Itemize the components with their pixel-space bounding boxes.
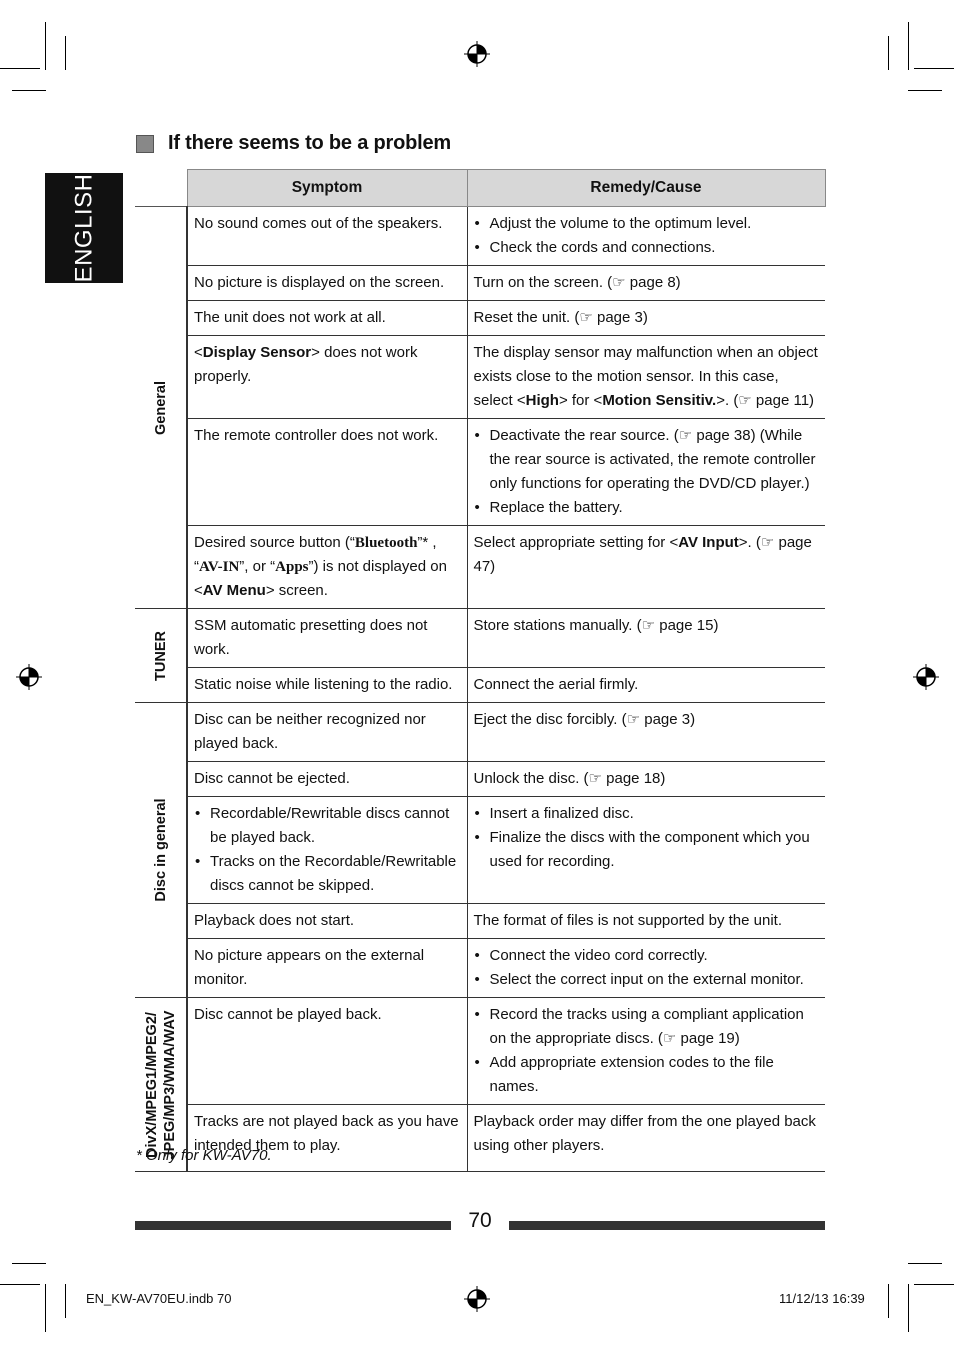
registration-mark-icon <box>464 41 490 67</box>
symptom-cell: The unit does not work at all. <box>187 301 467 336</box>
header-remedy: Remedy/Cause <box>467 170 825 207</box>
symptom-cell: Static noise while listening to the radio. <box>187 668 467 703</box>
remedy-cell: Connect the aerial firmly. <box>467 668 825 703</box>
symptom-cell: Disc cannot be ejected. <box>187 762 467 797</box>
remedy-cell: The format of files is not supported by the unit. <box>467 904 825 939</box>
crop-mark <box>45 1284 46 1332</box>
table-row <box>135 609 825 668</box>
header-symptom: Symptom <box>187 170 467 207</box>
crop-mark <box>914 68 954 69</box>
language-tab-label: ENGLISH <box>70 173 97 283</box>
table-row <box>135 419 825 526</box>
remedy-cell: The display sensor may malfunction when an object exists close to the motion sensor. In this case, select <High> for <Motion Sensitiv.>. (☞ page 11) <box>467 336 825 419</box>
table-row <box>135 526 825 609</box>
table-row <box>135 301 825 336</box>
crop-mark <box>12 90 46 91</box>
table-row <box>135 998 825 1105</box>
remedy-cell: Eject the disc forcibly. (☞ page 3) <box>467 703 825 762</box>
remedy-cell: Unlock the disc. (☞ page 18) <box>467 762 825 797</box>
list-item: • Adjust the volume to the optimum level. <box>490 212 820 236</box>
symptom-cell: No sound comes out of the speakers. <box>187 207 467 266</box>
crop-mark <box>0 68 40 69</box>
symptom-cell: SSM automatic presetting does not work. <box>187 609 467 668</box>
category-divx: DivX/MPEG1/MPEG2/ JPEG/MP3/WMA/WAV <box>135 998 187 1172</box>
crop-mark <box>888 36 889 70</box>
footer-bar-left <box>135 1221 451 1230</box>
category-disc: Disc in general <box>135 703 187 998</box>
section-heading <box>136 132 451 155</box>
crop-mark <box>908 1284 909 1332</box>
remedy-cell: Select appropriate setting for <AV Input>. (☞ page 47) <box>467 526 825 609</box>
list-item: • Connect the video cord correctly. <box>490 944 820 968</box>
remedy-cell <box>467 419 825 526</box>
symptom-cell: No picture is displayed on the screen. <box>187 266 467 301</box>
list-item: • Check the cords and connections. <box>490 236 820 260</box>
table-row <box>135 797 825 904</box>
page-number: 70 <box>468 1209 492 1232</box>
symptom-cell: <Display Sensor> does not work properly. <box>187 336 467 419</box>
list-item: • Finalize the discs with the component which you used for recording. <box>490 826 820 874</box>
table-row <box>135 668 825 703</box>
table-row <box>135 703 825 762</box>
category-tuner: TUNER <box>135 609 187 703</box>
table-row <box>135 939 825 998</box>
list-item: • Record the tracks using a compliant application on the appropriate discs. (☞ page 19) <box>490 1003 820 1051</box>
crop-mark <box>914 1284 954 1285</box>
crop-mark <box>908 1263 942 1264</box>
registration-mark-icon <box>464 1286 490 1312</box>
remedy-cell: Reset the unit. (☞ page 3) <box>467 301 825 336</box>
remedy-cell <box>467 797 825 904</box>
symptom-cell: Playback does not start. <box>187 904 467 939</box>
remedy-cell <box>467 207 825 266</box>
print-date-info: 11/12/13 16:39 <box>779 1291 865 1306</box>
crop-mark <box>12 1263 46 1264</box>
symptom-cell: No picture appears on the external monitor. <box>187 939 467 998</box>
footnote: * Only for KW-AV70. <box>136 1147 272 1164</box>
remedy-cell <box>467 998 825 1105</box>
registration-mark-icon <box>913 664 939 690</box>
registration-mark-icon <box>16 664 42 690</box>
footer-bar-right <box>509 1221 825 1230</box>
table-row <box>135 266 825 301</box>
remedy-cell <box>467 939 825 998</box>
crop-mark <box>908 22 909 70</box>
section-title: If there seems to be a problem <box>168 132 451 154</box>
symptom-cell: Disc can be neither recognized nor played back. <box>187 703 467 762</box>
print-file-info: EN_KW-AV70EU.indb 70 <box>86 1291 232 1306</box>
list-item: • Deactivate the rear source. (☞ page 38) (While the rear source is activated, the remote controller only functions for operating the DVD/CD player.) <box>490 424 820 496</box>
list-item: • Replace the battery. <box>490 496 820 520</box>
crop-mark <box>888 1284 889 1318</box>
heading-square-icon <box>136 135 154 153</box>
table-row <box>135 336 825 419</box>
list-item: • Add appropriate extension codes to the file names. <box>490 1051 820 1099</box>
symptom-cell: Tracks are not played back as you have intended them to play. <box>187 1105 467 1172</box>
language-tab-label-wrap <box>45 173 123 283</box>
crop-mark <box>45 22 46 70</box>
crop-mark <box>65 1284 66 1318</box>
remedy-cell: Playback order may differ from the one played back using other players. <box>467 1105 825 1172</box>
list-item: • Insert a finalized disc. <box>490 802 820 826</box>
table-row <box>135 207 825 266</box>
remedy-cell: Store stations manually. (☞ page 15) <box>467 609 825 668</box>
header-blank <box>135 170 187 207</box>
troubleshooting-table <box>135 169 826 1172</box>
crop-mark <box>908 90 942 91</box>
table-row <box>135 904 825 939</box>
list-item: • Tracks on the Recordable/Rewritable discs cannot be skipped. <box>210 850 461 898</box>
category-general: General <box>135 207 187 609</box>
list-item: • Select the correct input on the external monitor. <box>490 968 820 992</box>
remedy-cell: Turn on the screen. (☞ page 8) <box>467 266 825 301</box>
table-row <box>135 762 825 797</box>
symptom-cell: Desired source button (“Bluetooth”* , “AV-IN”, or “Apps”) is not displayed on <AV Menu> screen. <box>187 526 467 609</box>
crop-mark <box>65 36 66 70</box>
symptom-cell: Disc cannot be played back. <box>187 998 467 1105</box>
symptom-cell <box>187 797 467 904</box>
symptom-cell: The remote controller does not work. <box>187 419 467 526</box>
list-item: • Recordable/Rewritable discs cannot be played back. <box>210 802 461 850</box>
crop-mark <box>0 1284 40 1285</box>
